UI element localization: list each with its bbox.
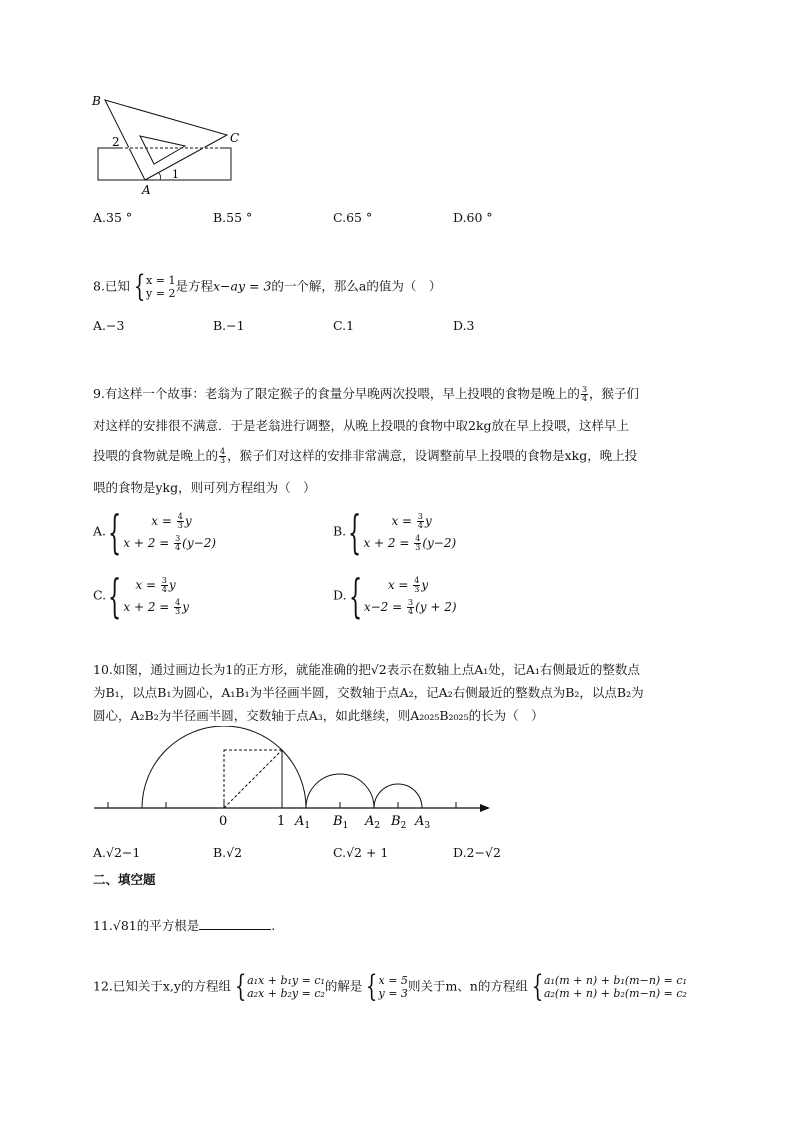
label-B: B (92, 94, 101, 108)
q9-line-2: 对这样的安排很不满意．于是老翁进行调整，从晚上投喂的食物中取2kg放在早上投喂，这样早上 (93, 418, 630, 433)
label-zero: 0 (219, 814, 228, 829)
label-B2: $B_2$ (391, 814, 407, 831)
q10-option-a[interactable]: A.√2−1 (93, 845, 141, 860)
q10-line-2: 为B₁，以点B₁为圆心，A₁B₁为半径画半圆，交数轴于点A₂，记A₂右侧最近的整数点为B₂，以点B₂为 (93, 685, 644, 700)
q8-prefix: 8.已知 (93, 278, 130, 294)
q7-option-c[interactable]: C.65 ° (333, 210, 373, 225)
q8-option-d[interactable]: D.3 (453, 318, 475, 333)
label-A2: $A_2$ (365, 814, 381, 831)
q10-option-b[interactable]: B.√2 (213, 845, 243, 860)
label-A: A (142, 183, 151, 197)
q10-option-d[interactable]: D.2−√2 (453, 845, 501, 860)
q9-option-c[interactable]: C.{ x = $\frac{3}{4}$ y x + 2 = $\frac{4}{3}$ y (93, 569, 190, 623)
question-11: 11.√81的平方根是 . (93, 918, 276, 933)
q7-option-a[interactable]: A.35 ° (93, 210, 133, 225)
question-8: 8.已知 { x = 1 y = 2 是方程x−ay = 3的一个解，那么a的值为（ ） (93, 269, 442, 304)
square-diagonal (224, 750, 282, 808)
q8-equation: x−ay = 3 (212, 278, 272, 294)
section-heading-fill-blank: 二、填空题 (93, 872, 156, 887)
q9-option-a[interactable]: A.{ x = $\frac{4}{3}$ y x + 2 = $\frac{3}{4}$ (y−2) (93, 505, 217, 559)
triangle-ruler-figure (90, 88, 250, 198)
q12-system-2: x = 5 y = 3 (378, 974, 408, 1000)
q10-option-c[interactable]: C.√2 + 1 (333, 845, 389, 860)
q8-option-c[interactable]: C.1 (333, 318, 355, 333)
q7-option-b[interactable]: B.55 ° (213, 210, 253, 225)
q9-option-b[interactable]: B.{ x = $\frac{3}{4}$ y x + 2 = $\frac{4}{3}$ (y−2) (333, 505, 457, 559)
q9-option-d[interactable]: D.{ x = $\frac{4}{3}$ y x−2 = $\frac{3}{4}$ (y + 2) (333, 569, 457, 623)
q8-option-b[interactable]: B.−1 (213, 318, 245, 333)
q7-options (93, 210, 713, 228)
q10-line-1: 10.如图，通过画边长为1的正方形，就能准确的把√2表示在数轴上点A₁处，记A₁右侧最近的整数点 (93, 662, 640, 677)
label-one: 1 (277, 814, 286, 829)
q10-line-3: 圆心，A₂B₂为半径画半圆，交数轴于点A₃，如此继续，则A₂₀₂₅B₂₀₂₅的长为（ ） (93, 708, 544, 723)
q12-system-1: a₁x + b₁y = c₁ a₂x + b₂y = c₂ (247, 974, 325, 1000)
label-C: C (230, 131, 240, 145)
q9-line-4: 喂的食物是ykg，则可列方程组为（ ） (93, 480, 316, 495)
q11-answer-blank[interactable] (199, 917, 271, 930)
label-2: 2 (112, 135, 120, 149)
label-A3: $A_3$ (415, 814, 431, 831)
set-square-outer (105, 100, 227, 180)
q8-system: x = 1 y = 2 (146, 274, 176, 300)
q10-options (93, 845, 713, 863)
q12-system-3: a₁(m + n) + b₁(m−n) = c₁ a₂(m + n) + b₂(m−n) = c₂ (543, 974, 687, 1000)
label-A1: $A_1$ (295, 814, 311, 831)
q9-line-3: 投喂的食物就是晚上的 $\frac{4}{3}$ ，猴子们对这样的安排非常满意，设调整前早上投喂的食物是xkg，晚上投 (93, 447, 638, 465)
q9-line-1: 9.有这样一个故事：老翁为了限定猴子的食量分早晚两次投喂，早上投喂的食物是晚上的 $\frac{3}{4}$ ，猴子们 (93, 385, 640, 403)
question-12: 12.已知关于x,y的方程组 { a₁x + b₁y = c₁ a₂x + b₂y = c₂ 的解是 { x = 5 y = 3 则关于m、n的方程组 { a₁(m + n) + b₁(m−n) = c₁ a₂(m + n) + b₂(m−n) = c₂ (93, 969, 687, 1004)
number-line-figure (90, 726, 500, 832)
q8-option-a[interactable]: A.−3 (93, 318, 125, 333)
q7-option-d[interactable]: D.60 ° (453, 210, 493, 225)
q8-options (93, 318, 713, 336)
label-B1: $B_1$ (333, 814, 349, 831)
label-1: 1 (172, 168, 179, 181)
axis-arrow-icon (480, 804, 490, 812)
